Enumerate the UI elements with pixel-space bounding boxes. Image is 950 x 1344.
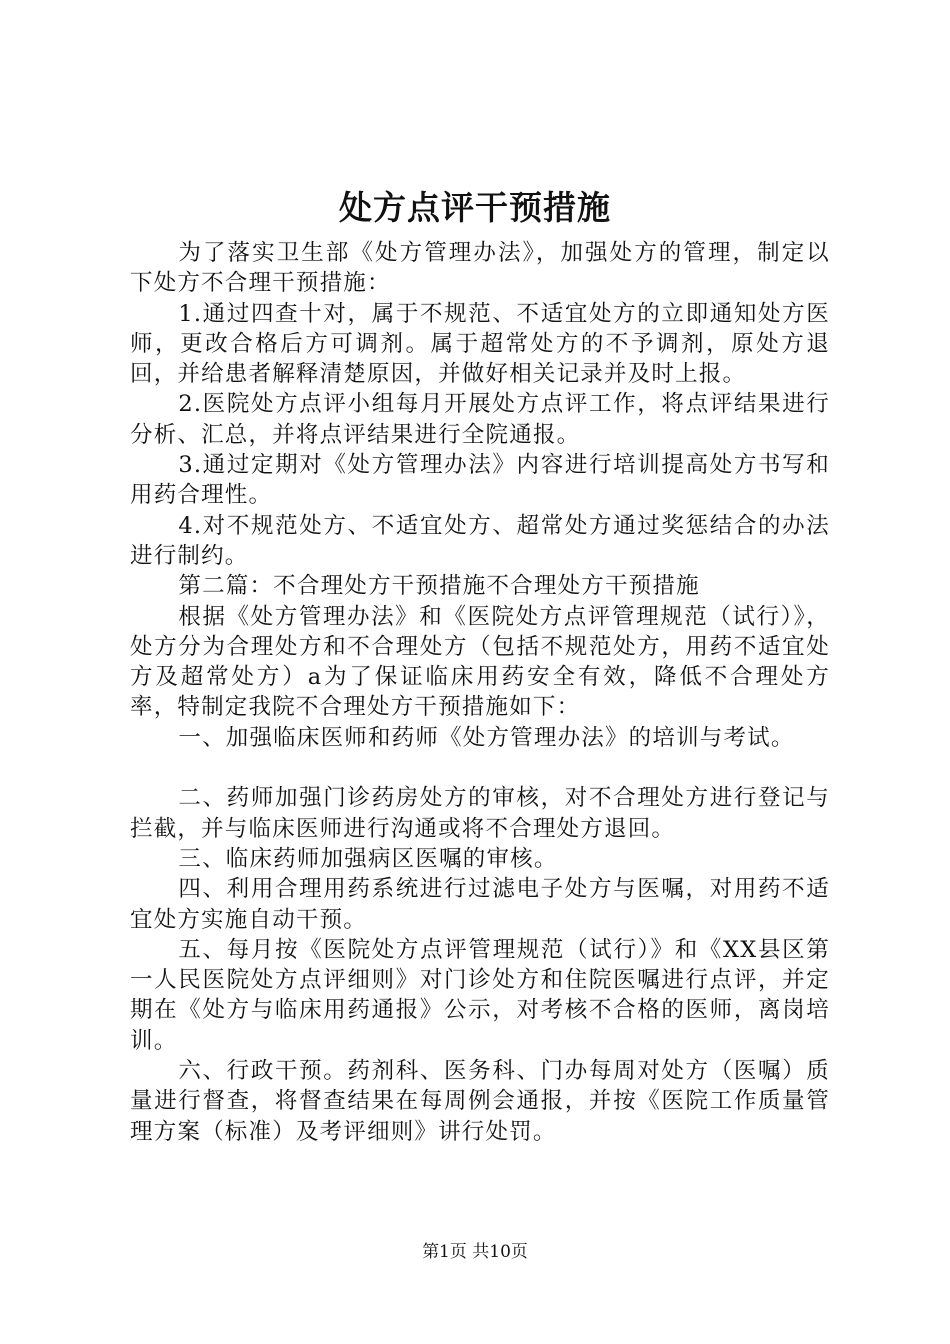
paragraph-item-3: 3.通过定期对《处方管理办法》内容进行培训提高处方书写和用药合理性。 bbox=[130, 452, 830, 509]
page-number-footer: 第1页 共10页 bbox=[422, 1242, 528, 1262]
paragraph-item-4: 4.对不规范处方、不适宜处方、超常处方通过奖惩结合的办法进行制约。 bbox=[130, 512, 830, 569]
document-body bbox=[130, 238, 830, 1147]
paragraph-measure-3: 三、临床药师加强病区医嘱的审核。 bbox=[178, 845, 558, 872]
paragraph-part-two-intro: 根据《处方管理办法》和《医院处方点评管理规范（试行）》，处方分为合理处方和不合理处方（包括不规范处方，用药不适宜处方及超常处方）a为了保证临床用药安全有效，降低不合理处方率，特制定我院不合理处方干预措施如下： bbox=[130, 603, 830, 721]
paragraph-item-2: 2.医院处方点评小组每月开展处方点评工作，将点评结果进行分析、汇总，并将点评结果进行全院通报。 bbox=[130, 391, 830, 448]
paragraph-intro: 为了落实卫生部《处方管理办法》，加强处方的管理，制定以下处方不合理干预措施： bbox=[130, 240, 830, 297]
document-title: 处方点评干预措施 bbox=[339, 188, 611, 227]
paragraph-measure-6: 六、行政干预。药剂科、医务科、门办每周对处方（医嘱）质量进行督查，将督查结果在每周例会通报，并按《医院工作质量管理方案（标准）及考评细则》讲行处罚。 bbox=[130, 1058, 830, 1145]
paragraph-measure-4: 四、利用合理用药系统进行过滤电子处方与医嘱，对用药不适宜处方实施自动干预。 bbox=[130, 876, 830, 933]
paragraph-measure-1: 一、加强临床医师和药师《处方管理办法》的培训与考试。 bbox=[178, 724, 795, 751]
paragraph-measure-5: 五、每月按《医院处方点评管理规范（试行）》和《XX县区第一人民医院处方点评细则》对门诊处方和住院医嘱进行点评，并定期在《处方与临床用药通报》公示，对考核不合格的医师，离岗培训。 bbox=[130, 936, 830, 1054]
paragraph-measure-2: 二、药师加强门诊药房处方的审核，对不合理处方进行登记与拦截，并与临床医师进行沟通或将不合理处方退回。 bbox=[130, 785, 830, 842]
section-heading-part-two: 第二篇：不合理处方干预措施不合理处方干预措施 bbox=[178, 573, 700, 600]
paragraph-item-1: 1.通过四查十对，属于不规范、不适宜处方的立即通知处方医师，更改合格后方可调剂。属于超常处方的不予调剂，原处方退回，并给患者解释清楚原因，并做好相关记录并及时上报。 bbox=[130, 300, 830, 388]
